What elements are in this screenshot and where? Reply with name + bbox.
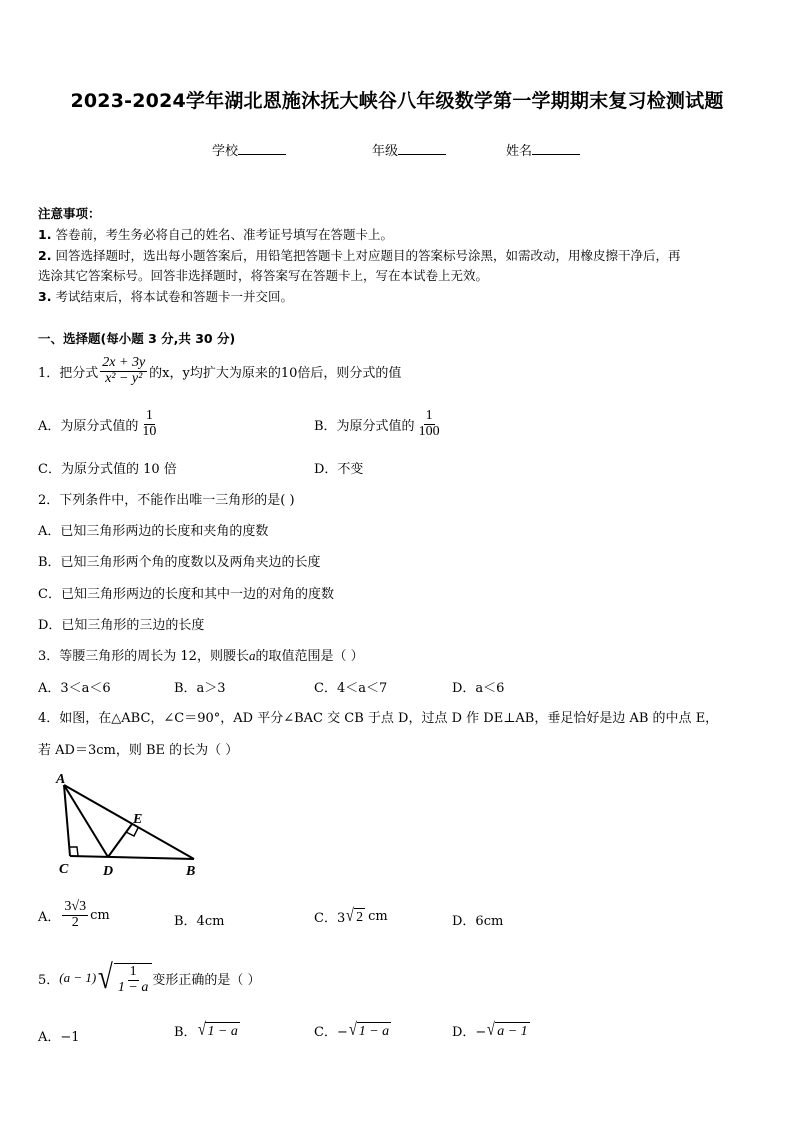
- name-blank: [532, 142, 580, 155]
- q4-option-a-prefix: A．: [38, 909, 61, 925]
- grade-field: [372, 140, 446, 159]
- q1-option-a-text: A．为原分式值的: [38, 418, 139, 434]
- school-field: [212, 140, 286, 159]
- grade-label: 年级: [372, 144, 399, 159]
- q4-option-a-den: 2: [71, 914, 79, 930]
- q1-option-b-text: B．为原分式值的: [314, 418, 415, 434]
- q4-option-c-unit: cm: [368, 908, 388, 924]
- q1-suffix: 的x，y均扩大为原来的10倍后，则分式的值: [149, 365, 402, 381]
- notes-item-1: [38, 225, 393, 243]
- q4-option-a: [38, 900, 110, 930]
- q3-stem-post: 的取值范围是（ ）: [255, 649, 364, 664]
- q5-fraction: [116, 965, 150, 995]
- label-a: A: [56, 772, 66, 787]
- q5-fraction-den: 1 − a: [117, 979, 149, 995]
- q5-factor: (a − 1): [59, 970, 97, 986]
- q5-option-c-prefix: C．−: [314, 1024, 348, 1040]
- q5-option-b-radicand: 1 − a: [207, 1024, 238, 1039]
- q5-sqrt: √ $\frac{1}{1 - a}$: [96, 961, 152, 995]
- q3-stem-pre: 3．等腰三角形的周长为 12，则腰长: [38, 649, 249, 664]
- q5-option-b: [174, 1020, 240, 1041]
- notes-item-2: [38, 246, 680, 264]
- notes-item-3: [38, 287, 293, 305]
- notes-item-2-text-line1: 回答选择题时，选出每小题答案后，用铅笔把答题卡上对应题目的答案标号涂黑，如需改动，用橡皮擦干净后，再: [55, 248, 681, 263]
- q3-option-d: D．a＜6: [452, 681, 505, 696]
- q1-option-c: C．为原分式值的 10 倍: [38, 462, 177, 477]
- q1-fraction-denominator: x² − y²: [105, 370, 143, 386]
- label-d: D: [103, 864, 114, 879]
- question-4-stem-line1: 4．如图，在△ABC，∠C＝90°，AD 平分∠BAC 交 CB 于点 D，过点 D 作 DE⊥AB，垂足恰好是边 AB 的中点 E，: [38, 711, 719, 726]
- q4-option-a-fraction: [62, 900, 88, 930]
- q1-fraction-numerator: 2x + 3y: [102, 355, 146, 370]
- notes-heading: 注意事项：: [38, 206, 101, 221]
- q5-option-c: [314, 1020, 391, 1041]
- q4-option-c-radicand: 2: [356, 910, 364, 925]
- q4-option-c: [314, 906, 388, 927]
- q1-option-b-num: 1: [425, 408, 433, 423]
- q4-option-d: D．6cm: [452, 914, 504, 929]
- q5-option-d: [452, 1020, 530, 1041]
- q5-option-d-radicand: a − 1: [497, 1024, 528, 1039]
- side-ab: [64, 785, 194, 859]
- label-c: C: [59, 862, 69, 877]
- q2-option-d: D．已知三角形的三边的长度: [38, 618, 205, 633]
- question-2-stem: 2．下列条件中，不能作出唯一三角形的是( ): [38, 493, 295, 508]
- notes-item-3-num: 3.: [38, 289, 52, 304]
- question-5-stem: [38, 961, 260, 995]
- q3-option-b: B．a＞3: [174, 681, 226, 696]
- segment-ad: [64, 785, 108, 857]
- q5-prefix: 5．: [38, 972, 60, 988]
- segment-de: [108, 824, 132, 857]
- q4-option-c-sqrt: √ 2: [346, 905, 364, 925]
- q1-fraction: [100, 356, 147, 386]
- q1-option-a: [38, 409, 160, 439]
- school-blank: [238, 142, 286, 155]
- q5-option-c-sqrt: √ 1 − a: [348, 1019, 390, 1039]
- triangle-figure: [52, 769, 212, 879]
- notes-item-1-num: 1.: [38, 227, 52, 242]
- q5-option-c-radicand: 1 − a: [358, 1024, 390, 1039]
- q3-option-c: C．4＜a＜7: [314, 681, 388, 696]
- q4-option-b: B．4cm: [174, 914, 225, 929]
- question-1-stem: [38, 356, 401, 386]
- grade-blank: [398, 142, 446, 155]
- notes-item-2-cont: 选涂其它答案标号。回答非选择题时，将答案写在答题卡上，写在本试卷上无效。: [38, 268, 489, 283]
- name-label: 姓名: [506, 144, 533, 159]
- notes-item-2-num: 2.: [38, 248, 52, 263]
- q5-option-a: A．−1: [38, 1030, 80, 1045]
- q1-option-b-fraction: [417, 409, 442, 439]
- q5-fraction-num: 1: [129, 964, 137, 979]
- q1-option-b: [314, 409, 444, 439]
- notes-item-3-text: 考试结束后，将本试卷和答题卡一并交回。: [55, 289, 293, 304]
- q4-option-a-unit: cm: [90, 907, 110, 923]
- q5-option-d-sqrt: √ a − 1: [487, 1019, 528, 1039]
- q5-option-b-prefix: B．: [174, 1024, 197, 1040]
- side-ac: [64, 785, 70, 856]
- page-title: 2023-2024学年湖北恩施沐抚大峡谷八年级数学第一学期期末复习检测试题: [70, 90, 724, 112]
- q1-option-b-den: 100: [418, 423, 440, 439]
- section-1-heading: 一、选择题(每小题 3 分,共 30 分): [38, 331, 236, 346]
- q1-option-a-fraction: [140, 409, 158, 439]
- q1-option-a-den: 10: [142, 423, 157, 439]
- label-b: B: [186, 864, 196, 879]
- q5-option-d-prefix: D．−: [452, 1024, 487, 1040]
- q5-suffix: 变形正确的是（ ）: [152, 972, 261, 988]
- q3-option-a: A．3＜a＜6: [38, 681, 111, 696]
- q2-option-c: C．已知三角形两边的长度和其中一边的对角的度数: [38, 587, 334, 602]
- q1-prefix: 1．把分式: [38, 365, 99, 381]
- q1-option-a-num: 1: [145, 408, 153, 423]
- q2-option-a: A．已知三角形两边的长度和夹角的度数: [38, 524, 269, 539]
- question-3-stem: [38, 645, 364, 664]
- q2-option-b: B．已知三角形两个角的度数以及两角夹边的长度: [38, 555, 321, 570]
- school-label: 学校: [212, 144, 239, 159]
- q4-option-a-num: 3√3: [64, 899, 87, 914]
- label-e: E: [133, 812, 143, 827]
- side-cb: [70, 856, 194, 859]
- question-4-stem-line2: 若 AD＝3cm，则 BE 的长为（ ）: [38, 743, 239, 758]
- q3-stem-var: a: [248, 648, 256, 663]
- notes-item-1-text: 答卷前，考生务必将自己的姓名、准考证号填写在答题卡上。: [55, 227, 393, 242]
- q4-option-c-prefix: C．3: [314, 910, 346, 926]
- name-field: [506, 140, 580, 159]
- q5-option-b-sqrt: √ 1 − a: [197, 1019, 238, 1039]
- q1-option-d: D．不变: [314, 462, 364, 477]
